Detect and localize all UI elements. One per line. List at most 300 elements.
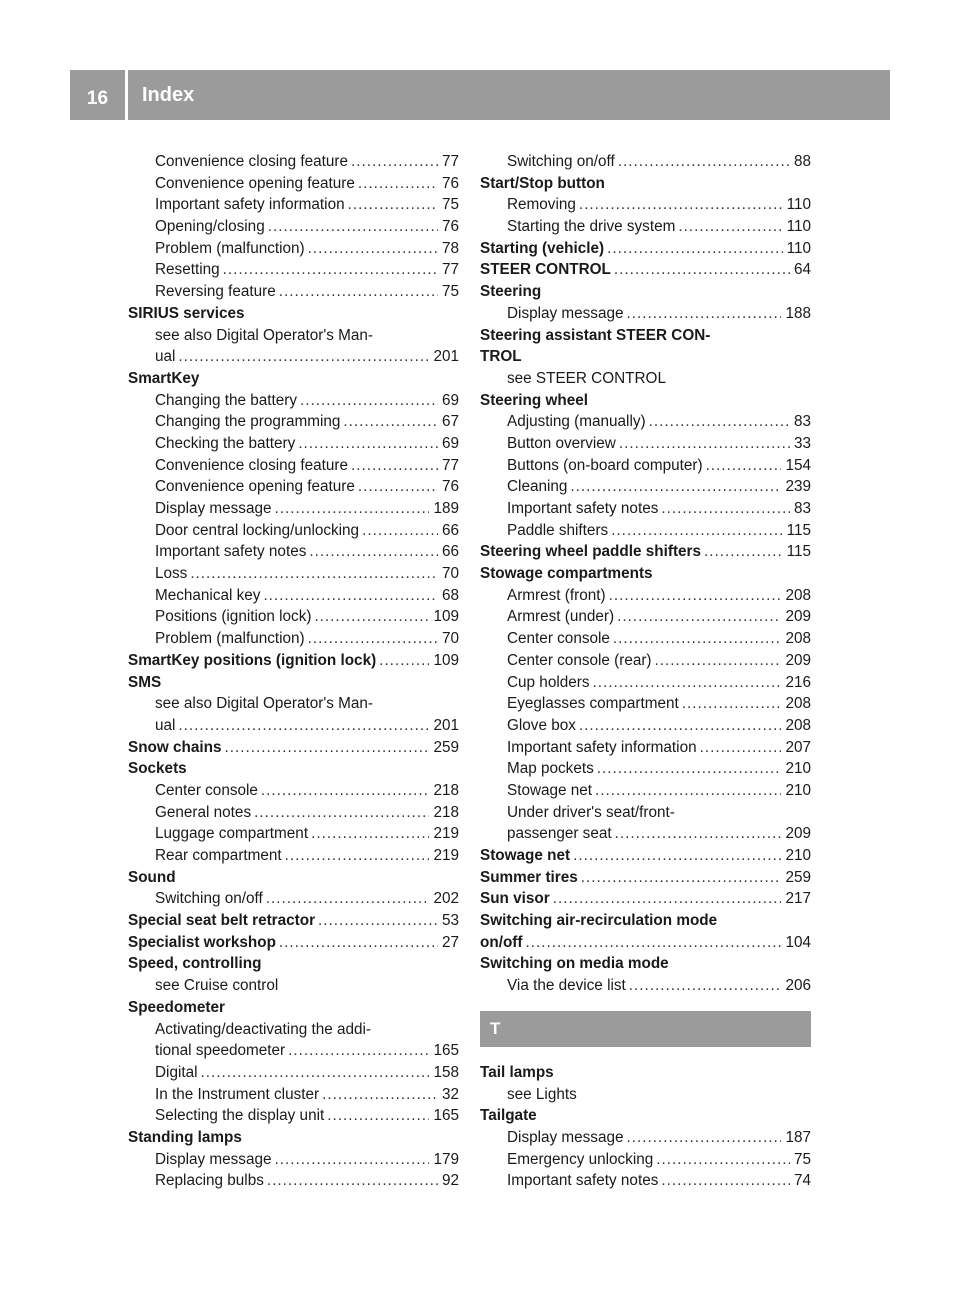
index-subentry[interactable]	[128, 802, 459, 824]
entry-label: see Lights	[507, 1085, 577, 1103]
index-subentry[interactable]	[480, 715, 811, 737]
entry-label: Convenience opening feature	[155, 478, 355, 496]
index-entry	[128, 1127, 459, 1149]
index-entry[interactable]	[480, 541, 811, 563]
page-number: 16	[86, 88, 109, 109]
index-subentry[interactable]	[128, 606, 459, 628]
index-subentry[interactable]	[480, 476, 811, 498]
dot-leader	[254, 802, 429, 824]
entry-page-number[interactable]: 208	[785, 716, 811, 734]
index-subentry[interactable]	[128, 1062, 459, 1084]
entry-page-number[interactable]: 76	[441, 478, 459, 496]
entry-label: Cup holders	[507, 673, 590, 691]
index-subentry[interactable]	[128, 1084, 459, 1106]
entry-page-number[interactable]: 209	[785, 651, 811, 669]
entry-page-number[interactable]: 201	[433, 348, 459, 366]
entry-label: ual	[155, 348, 176, 366]
index-entry	[128, 867, 459, 889]
entry-label: Speed, controlling	[128, 955, 262, 973]
index-subentry[interactable]	[480, 194, 811, 216]
dot-leader	[611, 520, 782, 542]
entry-label: Steering wheel	[480, 391, 588, 409]
index-entry[interactable]	[480, 845, 811, 867]
index-subentry[interactable]	[128, 259, 459, 281]
index-subentry[interactable]	[480, 520, 811, 542]
index-subentry[interactable]	[480, 823, 811, 845]
index-entry[interactable]	[480, 259, 811, 281]
entry-page-number[interactable]: 110	[786, 196, 811, 214]
entry-page-number[interactable]: 68	[441, 586, 459, 604]
dot-leader	[351, 151, 438, 173]
index-subentry[interactable]	[480, 758, 811, 780]
entry-label: Door central locking/unlocking	[155, 521, 360, 539]
entry-page-number[interactable]: 92	[441, 1172, 459, 1190]
dot-leader	[348, 194, 438, 216]
entry-page-number[interactable]: 216	[785, 673, 811, 691]
dot-leader	[553, 888, 782, 910]
index-entry	[480, 1062, 811, 1084]
dot-leader	[655, 650, 782, 672]
dot-leader	[285, 845, 430, 867]
dot-leader	[225, 737, 430, 759]
dot-leader	[267, 1170, 438, 1192]
dot-leader	[607, 238, 783, 260]
entry-label: Reversing feature	[155, 283, 276, 301]
index-subentry[interactable]	[480, 780, 811, 802]
index-subentry[interactable]	[480, 672, 811, 694]
index-subentry[interactable]	[128, 411, 459, 433]
entry-label: SmartKey positions (ignition lock)	[128, 651, 377, 669]
dot-leader	[579, 194, 783, 216]
entry-page-number[interactable]: 64	[793, 261, 811, 279]
entry-page-number[interactable]: 77	[441, 153, 459, 170]
entry-label: passenger seat	[507, 825, 612, 843]
entry-label: Eyeglasses compartment	[507, 695, 679, 713]
entry-page-number[interactable]: 77	[441, 456, 459, 474]
index-subentry[interactable]	[128, 585, 459, 607]
entry-label: Display message	[507, 304, 624, 322]
entry-label: STEER CONTROL	[480, 261, 611, 279]
dot-leader	[525, 932, 781, 954]
index-subentry[interactable]	[128, 541, 459, 563]
entry-page-number[interactable]: 165	[433, 1042, 459, 1060]
entry-label: Opening/closing	[155, 218, 265, 236]
entry-label: Switching on media mode	[480, 955, 669, 973]
section-letter-header: T	[480, 1011, 811, 1047]
index-subentry[interactable]	[128, 238, 459, 260]
dot-leader	[619, 433, 790, 455]
entry-page-number[interactable]: 66	[441, 521, 459, 539]
index-subentry[interactable]	[128, 433, 459, 455]
entry-label: Center console	[155, 781, 258, 799]
entry-label: Snow chains	[128, 738, 222, 756]
index-subentry[interactable]	[480, 1170, 811, 1192]
entry-page-number[interactable]: 104	[785, 933, 811, 951]
entry-page-number[interactable]: 218	[433, 803, 459, 821]
entry-page-number[interactable]: 78	[441, 239, 459, 257]
index-entry[interactable]	[480, 238, 811, 260]
entry-page-number[interactable]: 74	[793, 1172, 811, 1190]
index-subentry[interactable]	[480, 650, 811, 672]
index-subentry[interactable]	[128, 455, 459, 477]
entry-label: Starting the drive system	[507, 218, 676, 236]
entry-page-number[interactable]: 209	[785, 825, 811, 843]
index-subentry[interactable]	[128, 845, 459, 867]
entry-page-number[interactable]: 75	[793, 1150, 811, 1168]
index-subentry[interactable]	[128, 1149, 459, 1171]
index-subentry[interactable]	[128, 173, 459, 195]
entry-label: tional speedometer	[155, 1042, 286, 1060]
entry-page-number[interactable]: 76	[441, 218, 459, 236]
entry-label: Steering wheel paddle shifters	[480, 543, 702, 561]
index-subentry[interactable]	[480, 216, 811, 238]
dot-leader	[592, 672, 781, 694]
page-title: Index	[142, 83, 195, 106]
index-entry	[128, 368, 459, 390]
entry-label: Removing	[507, 196, 576, 214]
entry-page-number[interactable]: 110	[786, 239, 811, 257]
entry-label: Resetting	[155, 261, 220, 279]
entry-label: Convenience closing feature	[155, 456, 349, 474]
dot-leader	[617, 606, 781, 628]
dot-leader	[300, 390, 438, 412]
entry-page-number[interactable]: 76	[441, 174, 459, 192]
index-entry[interactable]	[128, 932, 459, 954]
entry-label: Cleaning	[507, 478, 568, 496]
index-entry	[480, 1105, 811, 1127]
dot-leader	[274, 1149, 429, 1171]
entry-label: SmartKey	[128, 369, 200, 387]
entry-page-number[interactable]: 210	[785, 781, 811, 799]
index-subentry	[480, 802, 811, 824]
dot-leader	[223, 259, 438, 281]
entry-label: Armrest (front)	[507, 586, 606, 604]
entry-label: see also Digital Operator's Man-	[155, 695, 374, 713]
index-subentry[interactable]	[128, 715, 459, 737]
entry-label: SMS	[128, 673, 162, 691]
entry-page-number[interactable]: 70	[441, 630, 459, 648]
dot-leader	[579, 715, 782, 737]
index-subentry[interactable]	[128, 151, 459, 173]
dot-leader	[581, 867, 782, 889]
index-subentry[interactable]	[480, 411, 811, 433]
index-entry	[480, 173, 811, 195]
index-subentry[interactable]	[480, 1149, 811, 1171]
index-entry[interactable]	[128, 650, 459, 672]
entry-label: Switching on/off	[155, 890, 263, 908]
index-subentry[interactable]	[128, 1040, 459, 1062]
index-subentry[interactable]	[128, 823, 459, 845]
entry-label: Sun visor	[480, 890, 550, 908]
index-subentry[interactable]	[128, 1170, 459, 1192]
entry-page-number[interactable]: 109	[433, 651, 459, 669]
entry-page-number[interactable]: 110	[786, 218, 811, 236]
index-subentry[interactable]	[128, 498, 459, 520]
dot-leader	[379, 650, 429, 672]
entry-page-number[interactable]: 187	[785, 1128, 811, 1146]
index-subentry[interactable]	[480, 585, 811, 607]
entry-label: Sockets	[128, 760, 187, 778]
entry-page-number[interactable]: 210	[785, 760, 811, 778]
dot-leader	[311, 823, 429, 845]
index-subentry[interactable]	[128, 888, 459, 910]
entry-label: Emergency unlocking	[507, 1150, 654, 1168]
entry-page-number[interactable]: 208	[785, 695, 811, 713]
dot-leader	[615, 823, 782, 845]
index-column-left	[128, 151, 459, 1192]
entry-page-number[interactable]: 202	[433, 890, 459, 908]
entry-label: Problem (malfunction)	[155, 239, 305, 257]
entry-label: Important safety notes	[507, 500, 659, 517]
entry-label: Tail lamps	[480, 1063, 554, 1081]
dot-leader	[661, 498, 790, 520]
entry-label: Speedometer	[128, 998, 225, 1016]
index-subentry[interactable]	[128, 520, 459, 542]
index-entry	[128, 758, 459, 780]
entry-page-number[interactable]: 219	[433, 825, 459, 843]
index-entry	[480, 563, 811, 585]
dot-leader	[314, 606, 429, 628]
entry-label: General notes	[155, 803, 252, 821]
entry-label: Display message	[507, 1128, 624, 1146]
index-subentry[interactable]	[128, 1105, 459, 1127]
index-subentry[interactable]	[480, 498, 811, 520]
header-divider	[125, 70, 128, 120]
index-subentry	[480, 368, 811, 390]
entry-page-number[interactable]: 206	[785, 977, 811, 995]
dot-leader	[597, 758, 782, 780]
index-entry[interactable]	[128, 737, 459, 759]
dot-leader	[327, 1105, 429, 1127]
index-subentry[interactable]	[480, 151, 811, 173]
dot-leader	[201, 1062, 430, 1084]
index-entry	[128, 303, 459, 325]
entry-label: Center console (rear)	[507, 651, 652, 669]
index-entry	[128, 997, 459, 1019]
index-subentry[interactable]	[128, 476, 459, 498]
entry-label: Changing the battery	[155, 391, 298, 409]
entry-page-number[interactable]: 83	[793, 500, 811, 517]
entry-page-number[interactable]: 115	[786, 521, 811, 539]
dot-leader	[178, 715, 429, 737]
index-subentry[interactable]	[480, 737, 811, 759]
entry-page-number[interactable]: 239	[785, 478, 811, 496]
index-subentry[interactable]	[128, 216, 459, 238]
entry-page-number[interactable]: 33	[793, 434, 811, 452]
entry-label: Switching air-recirculation mode	[480, 912, 718, 930]
dot-leader	[649, 411, 790, 433]
dot-leader	[704, 541, 783, 563]
entry-page-number[interactable]: 201	[433, 716, 459, 734]
dot-leader	[274, 498, 429, 520]
entry-label: ual	[155, 716, 176, 734]
dot-leader	[268, 216, 438, 238]
entry-label: In the Instrument cluster	[155, 1085, 320, 1103]
index-subentry[interactable]	[128, 390, 459, 412]
index-entry	[128, 672, 459, 694]
entry-label: Important safety notes	[155, 543, 307, 561]
index-subentry[interactable]	[480, 433, 811, 455]
entry-page-number[interactable]: 154	[785, 456, 811, 474]
entry-label: Steering assistant STEER CON-	[480, 326, 711, 344]
entry-page-number[interactable]: 188	[785, 304, 811, 322]
entry-page-number[interactable]: 32	[441, 1085, 459, 1103]
entry-page-number[interactable]: 70	[441, 565, 459, 583]
entry-label: Map pockets	[507, 760, 594, 778]
entry-page-number[interactable]: 75	[441, 196, 459, 214]
index-subentry	[480, 1084, 811, 1106]
index-subentry[interactable]	[480, 303, 811, 325]
entry-page-number[interactable]: 77	[441, 261, 459, 279]
entry-page-number[interactable]: 259	[433, 738, 459, 756]
entry-label: Convenience opening feature	[155, 174, 355, 192]
index-subentry[interactable]	[128, 563, 459, 585]
dot-leader	[178, 346, 429, 368]
index-subentry[interactable]	[480, 606, 811, 628]
dot-leader	[682, 693, 782, 715]
dot-leader	[279, 281, 438, 303]
index-subentry[interactable]	[480, 1127, 811, 1149]
entry-page-number[interactable]: 208	[785, 586, 811, 604]
dot-leader	[263, 585, 438, 607]
index-subentry[interactable]	[128, 281, 459, 303]
entry-page-number[interactable]: 88	[793, 153, 811, 170]
entry-page-number[interactable]: 259	[785, 868, 811, 886]
entry-label: Changing the programming	[155, 413, 341, 431]
entry-label: Button overview	[507, 434, 616, 452]
entry-page-number[interactable]: 165	[433, 1107, 459, 1125]
entry-label: Digital	[155, 1063, 198, 1081]
entry-page-number[interactable]: 158	[433, 1063, 459, 1081]
entry-label: Summer tires	[480, 868, 578, 886]
entry-page-number[interactable]: 210	[785, 847, 811, 864]
entry-label: Standing lamps	[128, 1128, 242, 1146]
entry-label: Start/Stop button	[480, 174, 605, 192]
index-entry	[480, 346, 811, 368]
dot-leader	[570, 476, 781, 498]
entry-label: see also Digital Operator's Man-	[155, 326, 374, 344]
dot-leader	[629, 975, 782, 997]
entry-page-number[interactable]: 83	[793, 413, 811, 431]
index-subentry	[128, 693, 459, 715]
entry-label: Mechanical key	[155, 586, 261, 604]
entry-label: Display message	[155, 500, 272, 517]
entry-label: Positions (ignition lock)	[155, 608, 312, 626]
entry-label: Loss	[155, 565, 188, 583]
entry-label: Adjusting (manually)	[507, 413, 646, 431]
entry-page-number[interactable]: 75	[441, 283, 459, 301]
dot-leader	[266, 888, 430, 910]
entry-page-number[interactable]: 66	[441, 543, 459, 561]
entry-label: Problem (malfunction)	[155, 630, 305, 648]
dot-leader	[343, 411, 438, 433]
index-subentry[interactable]	[480, 455, 811, 477]
dot-leader	[261, 780, 430, 802]
index-subentry[interactable]	[128, 780, 459, 802]
entry-label: Via the device list	[507, 977, 626, 995]
entry-label: Stowage net	[480, 847, 571, 864]
entry-label: see STEER CONTROL	[507, 369, 666, 387]
entry-label: Important safety information	[155, 196, 345, 214]
entry-page-number[interactable]: 53	[441, 912, 459, 930]
entry-page-number[interactable]: 69	[441, 391, 459, 409]
dot-leader	[678, 216, 782, 238]
entry-label: Under driver's seat/front-	[507, 803, 675, 821]
entry-label: Center console	[507, 630, 610, 648]
dot-leader	[656, 1149, 790, 1171]
dot-leader	[700, 737, 782, 759]
index-entry	[480, 281, 811, 303]
entry-label: Display message	[155, 1150, 272, 1168]
index-subentry[interactable]	[480, 975, 811, 997]
entry-page-number[interactable]: 27	[441, 933, 459, 951]
entry-label: on/off	[480, 933, 523, 951]
index-subentry	[128, 1019, 459, 1041]
page-header	[70, 70, 890, 120]
entry-label: Steering	[480, 283, 542, 301]
index-subentry[interactable]	[128, 346, 459, 368]
entry-label: Starting (vehicle)	[480, 239, 605, 257]
index-entry[interactable]	[480, 867, 811, 889]
entry-label: TROL	[480, 348, 522, 366]
index-subentry[interactable]	[480, 693, 811, 715]
entry-page-number[interactable]: 69	[441, 434, 459, 452]
entry-page-number[interactable]: 109	[433, 608, 459, 626]
entry-page-number[interactable]: 207	[785, 738, 811, 756]
dot-leader	[626, 303, 781, 325]
index-column-right	[480, 151, 811, 1192]
entry-label: Switching on/off	[507, 153, 615, 170]
entry-page-number[interactable]: 219	[433, 847, 459, 864]
entry-label: Rear compartment	[155, 847, 282, 864]
entry-label: Glove box	[507, 716, 576, 734]
index-entry	[480, 325, 811, 347]
entry-page-number[interactable]: 179	[433, 1150, 459, 1168]
dot-leader	[609, 585, 782, 607]
entry-label: Armrest (under)	[507, 608, 615, 626]
entry-page-number[interactable]: 115	[786, 543, 811, 561]
index-subentry[interactable]	[128, 628, 459, 650]
entry-page-number[interactable]: 67	[441, 413, 459, 431]
entry-label: Buttons (on-board computer)	[507, 456, 703, 474]
entry-page-number[interactable]: 218	[433, 781, 459, 799]
index-subentry[interactable]	[480, 628, 811, 650]
entry-label: Replacing bulbs	[155, 1172, 264, 1190]
dot-leader	[661, 1170, 790, 1192]
entry-page-number[interactable]: 189	[433, 500, 459, 517]
index-entry[interactable]	[128, 910, 459, 932]
dot-leader	[614, 259, 790, 281]
index-entry[interactable]	[480, 932, 811, 954]
dot-leader	[322, 1084, 438, 1106]
dot-leader	[288, 1040, 429, 1062]
index-subentry[interactable]	[128, 194, 459, 216]
index-subentry	[128, 325, 459, 347]
dot-leader	[573, 845, 781, 867]
entry-label: Sound	[128, 868, 176, 886]
dot-leader	[308, 238, 438, 260]
index-entry	[480, 953, 811, 975]
entry-label: Luggage compartment	[155, 825, 309, 843]
entry-page-number[interactable]: 209	[785, 608, 811, 626]
entry-page-number[interactable]: 208	[785, 630, 811, 648]
dot-leader	[279, 932, 438, 954]
entry-label: Stowage compartments	[480, 565, 653, 583]
index-entry	[480, 910, 811, 932]
dot-leader	[706, 455, 782, 477]
index-entry[interactable]	[480, 888, 811, 910]
entry-page-number[interactable]: 217	[785, 890, 811, 908]
